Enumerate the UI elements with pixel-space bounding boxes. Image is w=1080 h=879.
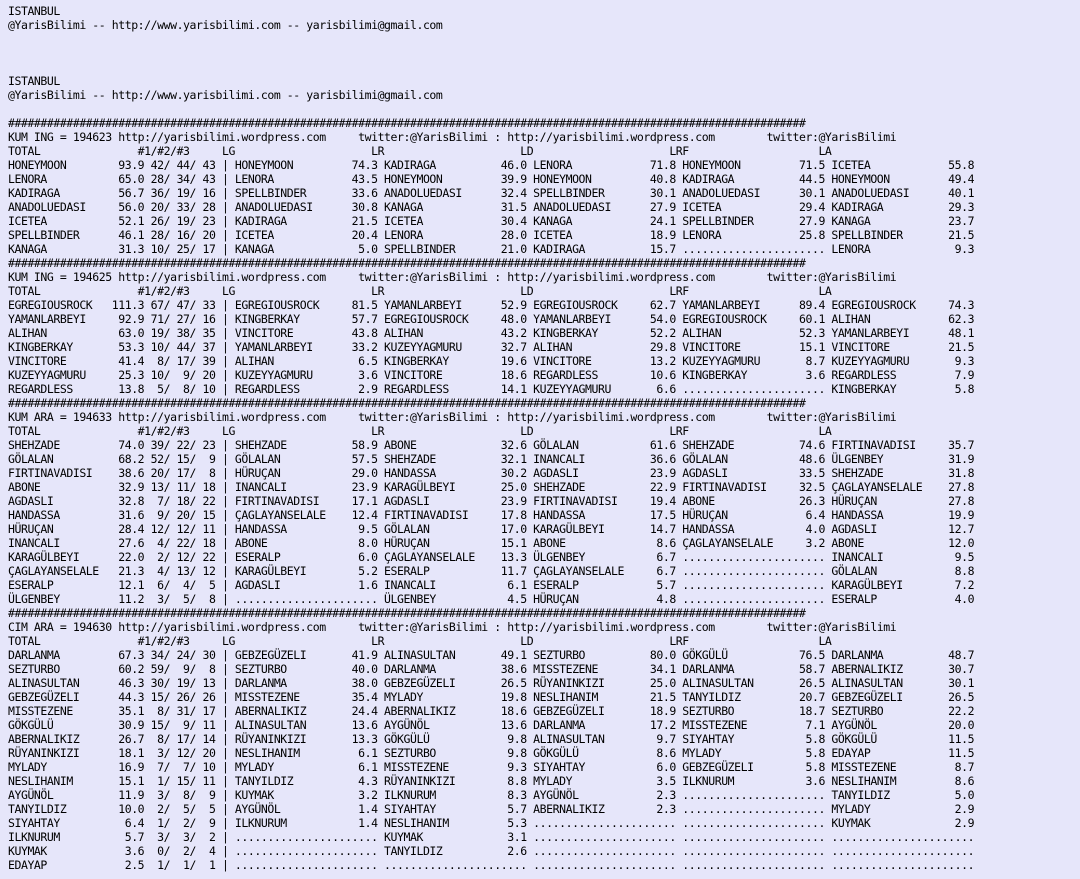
table-row: ABONE 32.9 13/ 11/ 18 | INANCALI 23.9 KARAGÜLBEYI 25.0 SHEHZADE 22.9 FIRTINAVADISI 32.5 ÇAGLAYANSELALE 27.8 [8, 480, 975, 494]
table-row: ILKNURUM 5.7 3/ 3/ 2 | ...................... KUYMAK 3.1 ...................... ...................... ...................... [8, 830, 975, 844]
blank-line [8, 46, 974, 60]
separator-line: ########################################################################################################################### [8, 396, 806, 410]
table-row: AGDASLI 32.8 7/ 18/ 22 | FIRTINAVADISI 17.1 AGDASLI 23.9 FIRTINAVADISI 19.4 ABONE 26.3 HÜRUÇAN 27.8 [8, 494, 975, 508]
blank-line [8, 32, 974, 46]
table-row: ALINASULTAN 46.3 30/ 19/ 13 | DARLANMA 38.0 GEBZEGÜZELI 26.5 RÜYANINKIZI 25.0 ALINASULTAN 26.5 ALINASULTAN 30.1 [8, 676, 975, 690]
table-row: MISSTEZENE 35.1 8/ 31/ 17 | ABERNALIKIZ 24.4 ABERNALIKIZ 18.6 GEBZEGÜZELI 18.9 SEZTURBO 18.7 SEZTURBO 22.2 [8, 704, 975, 718]
table-row: RÜYANINKIZI 18.1 3/ 12/ 20 | NESLIHANIM 6.1 SEZTURBO 9.8 GÖKGÜLÜ 8.6 MYLADY 5.8 EDAYAP 11.5 [8, 746, 975, 760]
race-stats-document [8, 4, 974, 872]
table-row: ABERNALIKIZ 26.7 8/ 17/ 14 | RÜYANINKIZI 13.3 GÖKGÜLÜ 9.8 ALINASULTAN 9.7 SIYAHTAY 5.8 GÖKGÜLÜ 11.5 [8, 732, 975, 746]
table-row: KARAGÜLBEYI 22.0 2/ 12/ 22 | ESERALP 6.0 ÇAGLAYANSELALE 13.3 ÜLGENBEY 6.7 ...................... INANCALI 9.5 [8, 550, 975, 564]
table-row: SIYAHTAY 6.4 1/ 2/ 9 | ILKNURUM 1.4 NESLIHANIM 5.3 ...................... ...................... KUYMAK 2.9 [8, 816, 975, 830]
table-row: AYGÜNÖL 11.9 3/ 8/ 9 | KUYMAK 3.2 ILKNURUM 8.3 AYGÜNÖL 2.3 ...................... TANYILDIZ 5.0 [8, 788, 975, 802]
table-row: TANYILDIZ 10.0 2/ 5/ 5 | AYGÜNÖL 1.4 SIYAHTAY 5.7 ABERNALIKIZ 2.3 ...................... MYLADY 2.9 [8, 802, 975, 816]
contact-line: @YarisBilimi -- http://www.yarisbilimi.com -- yarisbilimi@gmail.com [8, 18, 443, 32]
table-row: ÜLGENBEY 11.2 3/ 5/ 8 | ...................... ÜLGENBEY 4.5 HÜRUÇAN 4.8 ...................... ESERALP 4.0 [8, 592, 975, 606]
table-row: KUYMAK 3.6 0/ 2/ 4 | ...................... TANYILDIZ 2.6 ...................... ...................... ...................... [8, 844, 975, 858]
race-header-line: KUM ARA = 194633 http://yarisbilimi.wordpress.com twitter:@YarisBilimi : http://yarisbilimi.wordpress.com twitter:@YarisBilimi [8, 410, 897, 424]
table-row: KADIRAGA 56.7 36/ 19/ 16 | SPELLBINDER 33.6 ANADOLUEDASI 32.4 SPELLBINDER 30.1 ANADOLUEDASI 30.1 ANADOLUEDASI 40.1 [8, 186, 975, 200]
table-row: KUZEYYAGMURU 25.3 10/ 9/ 20 | KUZEYYAGMURU 3.6 VINCITORE 18.6 REGARDLESS 10.6 KINGBERKAY 3.6 REGARDLESS 7.9 [8, 368, 975, 382]
city-line-repeat: ISTANBUL [8, 74, 60, 88]
column-header-line: TOTAL #1/#2/#3 LG LR LD LRF LA [8, 144, 832, 158]
table-row: SPELLBINDER 46.1 28/ 16/ 20 | ICETEA 20.4 LENORA 28.0 ICETEA 18.9 LENORA 25.8 SPELLBINDER 21.5 [8, 228, 975, 242]
races-container [8, 116, 974, 872]
blank-line [8, 60, 974, 74]
race-header-line: CIM ARA = 194630 http://yarisbilimi.wordpress.com twitter:@YarisBilimi : http://yarisbilimi.wordpress.com twitter:@YarisBilimi [8, 620, 897, 634]
table-row: FIRTINAVADISI 38.6 20/ 17/ 8 | HÜRUÇAN 29.0 HANDASSA 30.2 AGDASLI 23.9 AGDASLI 33.5 SHEHZADE 31.8 [8, 466, 975, 480]
table-row: ICETEA 52.1 26/ 19/ 23 | KADIRAGA 21.5 ICETEA 30.4 KANAGA 24.1 SPELLBINDER 27.9 KANAGA 23.7 [8, 214, 975, 228]
table-row: GÖLALAN 68.2 52/ 15/ 9 | GÖLALAN 57.5 SHEHZADE 32.1 INANCALI 36.6 GÖLALAN 48.6 ÜLGENBEY 31.9 [8, 452, 975, 466]
column-header-line: TOTAL #1/#2/#3 LG LR LD LRF LA [8, 424, 832, 438]
table-row: SEZTURBO 60.2 59/ 9/ 8 | SEZTURBO 40.0 DARLANMA 38.6 MISSTEZENE 34.1 DARLANMA 58.7 ABERNALIKIZ 30.7 [8, 662, 975, 676]
race-header-line: KUM ING = 194623 http://yarisbilimi.wordpress.com twitter:@YarisBilimi : http://yarisbilimi.wordpress.com twitter:@YarisBilimi [8, 130, 897, 144]
table-row: VINCITORE 41.4 8/ 17/ 39 | ALIHAN 6.5 KINGBERKAY 19.6 VINCITORE 13.2 KUZEYYAGMURU 8.7 KUZEYYAGMURU 9.3 [8, 354, 975, 368]
city-line: ISTANBUL [8, 4, 60, 18]
table-row: DARLANMA 67.3 34/ 24/ 30 | GEBZEGÜZELI 41.9 ALINASULTAN 49.1 SEZTURBO 80.0 GÖKGÜLÜ 76.5 DARLANMA 48.7 [8, 648, 975, 662]
table-row: HANDASSA 31.6 9/ 20/ 15 | ÇAGLAYANSELALE 12.4 FIRTINAVADISI 17.8 HANDASSA 17.5 HÜRUÇAN 6.4 HANDASSA 19.9 [8, 508, 975, 522]
separator-line: ########################################################################################################################### [8, 606, 806, 620]
table-row: SHEHZADE 74.0 39/ 22/ 23 | SHEHZADE 58.9 ABONE 32.6 GÖLALAN 61.6 SHEHZADE 74.6 FIRTINAVADISI 35.7 [8, 438, 975, 452]
table-row: HONEYMOON 93.9 42/ 44/ 43 | HONEYMOON 74.3 KADIRAGA 46.0 LENORA 71.8 HONEYMOON 71.5 ICETEA 55.8 [8, 158, 975, 172]
table-row: ÇAGLAYANSELALE 21.3 4/ 13/ 12 | KARAGÜLBEYI 5.2 ESERALP 11.7 ÇAGLAYANSELALE 6.7 ...................... GÖLALAN 8.8 [8, 564, 975, 578]
table-row: GÖKGÜLÜ 30.9 15/ 9/ 11 | ALINASULTAN 13.6 AYGÜNÖL 13.6 DARLANMA 17.2 MISSTEZENE 7.1 AYGÜNÖL 20.0 [8, 718, 975, 732]
table-row: NESLIHANIM 15.1 1/ 15/ 11 | TANYILDIZ 4.3 RÜYANINKIZI 8.8 MYLADY 3.5 ILKNURUM 3.6 NESLIHANIM 8.6 [8, 774, 975, 788]
blank-line [8, 102, 974, 116]
table-row: HÜRUÇAN 28.4 12/ 12/ 11 | HANDASSA 9.5 GÖLALAN 17.0 KARAGÜLBEYI 14.7 HANDASSA 4.0 AGDASLI 12.7 [8, 522, 975, 536]
table-row: ALIHAN 63.0 19/ 38/ 35 | VINCITORE 43.8 ALIHAN 43.2 KINGBERKAY 52.2 ALIHAN 52.3 YAMANLARBEYI 48.1 [8, 326, 975, 340]
table-row: ESERALP 12.1 6/ 4/ 5 | AGDASLI 1.6 INANCALI 6.1 ESERALP 5.7 ...................... KARAGÜLBEYI 7.2 [8, 578, 975, 592]
column-header-line: TOTAL #1/#2/#3 LG LR LD LRF LA [8, 634, 832, 648]
table-row: KINGBERKAY 53.3 10/ 44/ 37 | YAMANLARBEYI 33.2 KUZEYYAGMURU 32.7 ALIHAN 29.8 VINCITORE 15.1 VINCITORE 21.5 [8, 340, 975, 354]
table-row: GEBZEGÜZELI 44.3 15/ 26/ 26 | MISSTEZENE 35.4 MYLADY 19.8 NESLIHANIM 21.5 TANYILDIZ 20.7 GEBZEGÜZELI 26.5 [8, 690, 975, 704]
table-row: MYLADY 16.9 7/ 7/ 10 | MYLADY 6.1 MISSTEZENE 9.3 SIYAHTAY 6.0 GEBZEGÜZELI 5.8 MISSTEZENE 8.7 [8, 760, 975, 774]
race-header-line: KUM ING = 194625 http://yarisbilimi.wordpress.com twitter:@YarisBilimi : http://yarisbilimi.wordpress.com twitter:@YarisBilimi [8, 270, 897, 284]
table-row: EGREGIOUSROCK 111.3 67/ 47/ 33 | EGREGIOUSROCK 81.5 YAMANLARBEYI 52.9 EGREGIOUSROCK 62.7 YAMANLARBEYI 89.4 EGREGIOUSROCK 74.3 [8, 298, 975, 312]
separator-line: ########################################################################################################################### [8, 256, 806, 270]
table-row: EDAYAP 2.5 1/ 1/ 1 | ...................... ...................... ...................... ...................... ...................... [8, 858, 975, 872]
contact-line-repeat: @YarisBilimi -- http://www.yarisbilimi.com -- yarisbilimi@gmail.com [8, 88, 443, 102]
separator-line: ########################################################################################################################### [8, 116, 806, 130]
table-row: INANCALI 27.6 4/ 22/ 18 | ABONE 8.0 HÜRUÇAN 15.1 ABONE 8.6 ÇAGLAYANSELALE 3.2 ABONE 12.0 [8, 536, 975, 550]
table-row: KANAGA 31.3 10/ 25/ 17 | KANAGA 5.0 SPELLBINDER 21.0 KADIRAGA 15.7 ...................... LENORA 9.3 [8, 242, 975, 256]
column-header-line: TOTAL #1/#2/#3 LG LR LD LRF LA [8, 284, 832, 298]
table-row: REGARDLESS 13.8 5/ 8/ 10 | REGARDLESS 2.9 REGARDLESS 14.1 KUZEYYAGMURU 6.6 ...................... KINGBERKAY 5.8 [8, 382, 975, 396]
table-row: YAMANLARBEYI 92.9 71/ 27/ 16 | KINGBERKAY 57.7 EGREGIOUSROCK 48.0 YAMANLARBEYI 54.0 EGREGIOUSROCK 60.1 ALIHAN 62.3 [8, 312, 975, 326]
table-row: LENORA 65.0 28/ 34/ 43 | LENORA 43.5 HONEYMOON 39.9 HONEYMOON 40.8 KADIRAGA 44.5 HONEYMOON 49.4 [8, 172, 975, 186]
table-row: ANADOLUEDASI 56.0 20/ 33/ 28 | ANADOLUEDASI 30.8 KANAGA 31.5 ANADOLUEDASI 27.9 ICETEA 29.4 KADIRAGA 29.3 [8, 200, 975, 214]
